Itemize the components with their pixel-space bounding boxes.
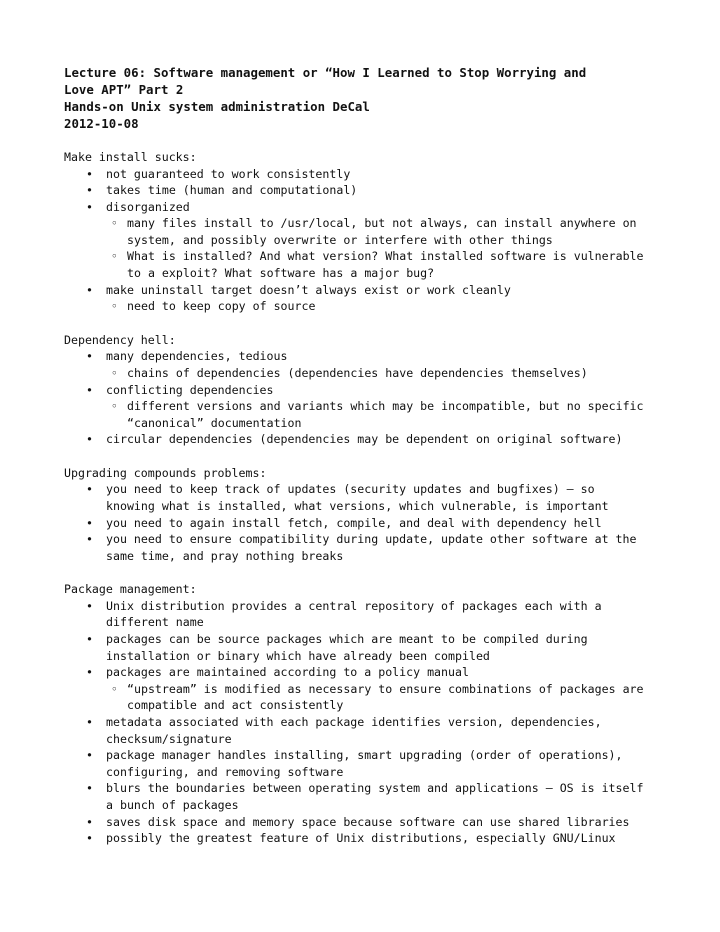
section-upgrading xyxy=(64,465,664,564)
bullet-item xyxy=(64,598,664,631)
sub-bullet-list xyxy=(106,298,664,315)
bullet-item xyxy=(64,382,664,432)
bullet-item xyxy=(64,631,664,664)
bullet-text: • package manager handles installing, smart upgrading (order of operations), xyxy=(106,748,623,763)
sub-bullet-text: ◦ chains of dependencies (dependencies have dependencies themselves) xyxy=(127,365,588,380)
bullet-text: • not guaranteed to work consistently xyxy=(106,166,351,181)
sub-bullet-item xyxy=(106,248,664,281)
sub-bullet-text: compatible and act consistently xyxy=(127,698,344,713)
bullet-text: • possibly the greatest feature of Unix distributions, especially GNU/Linux xyxy=(106,831,616,846)
bullet-item xyxy=(64,780,664,813)
sub-bullet-list xyxy=(106,365,664,382)
bullet-text: • packages are maintained according to a policy manual xyxy=(106,665,469,680)
bullet-text: • make uninstall target doesn’t always exist or work cleanly xyxy=(106,282,511,297)
bullet-text: same time, and pray nothing breaks xyxy=(106,548,344,563)
lecture-date: 2012-10-08 xyxy=(64,116,139,131)
bullet-item xyxy=(64,747,664,780)
document-header xyxy=(64,64,664,132)
sub-bullet-item xyxy=(106,215,664,248)
sub-bullet-text: ◦ “upstream” is modified as necessary to ensure combinations of packages are xyxy=(127,681,644,696)
document-page xyxy=(64,64,664,847)
bullet-item xyxy=(64,515,664,532)
bullet-item xyxy=(64,199,664,282)
bullet-item xyxy=(64,714,664,747)
sub-bullet-text: system, and possibly overwrite or interfere with other things xyxy=(127,232,553,247)
sub-bullet-list xyxy=(106,215,664,281)
bullet-item xyxy=(64,431,664,448)
bullet-text: • you need to again install fetch, compile, and deal with dependency hell xyxy=(106,515,602,530)
bullet-text: • packages can be source packages which are meant to be compiled during xyxy=(106,632,588,647)
bullet-text: different name xyxy=(106,615,204,630)
bullet-text: • circular dependencies (dependencies may be dependent on original software) xyxy=(106,432,623,447)
section-heading: Upgrading compounds problems: xyxy=(64,465,267,480)
bullet-item xyxy=(64,664,664,714)
bullet-item xyxy=(64,182,664,199)
sub-bullet-list xyxy=(106,398,664,431)
bullet-text: a bunch of packages xyxy=(106,798,239,812)
bullet-list xyxy=(64,481,664,564)
sub-bullet-text: ◦ different versions and variants which may be incompatible, but no specific xyxy=(127,399,644,414)
section-heading: Dependency hell: xyxy=(64,332,176,347)
section-package-management xyxy=(64,581,664,846)
bullet-list xyxy=(64,166,664,315)
bullet-text: • many dependencies, tedious xyxy=(106,349,288,364)
bullet-text: • takes time (human and computational) xyxy=(106,183,358,198)
section-heading: Package management: xyxy=(64,582,197,597)
bullet-text: • you need to ensure compatibility during update, update other software at the xyxy=(106,532,637,547)
bullet-text: • metadata associated with each package identifies version, dependencies, xyxy=(106,715,602,730)
sub-bullet-text: to a exploit? What software has a major bug? xyxy=(127,266,435,281)
bullet-list xyxy=(64,598,664,847)
bullet-item xyxy=(64,166,664,183)
sub-bullet-item xyxy=(106,398,664,431)
sub-bullet-text: “canonical” documentation xyxy=(127,415,302,430)
title-line-2: Love APT” Part 2 xyxy=(64,82,184,97)
bullet-text: • Unix distribution provides a central repository of packages each with a xyxy=(106,598,602,613)
bullet-text: • disorganized xyxy=(106,199,190,214)
title-line-1: Lecture 06: Software management or “How I Learned to Stop Worrying and xyxy=(64,65,587,80)
sub-bullet-text: ◦ need to keep copy of source xyxy=(127,299,316,314)
bullet-text: installation or binary which have already been compiled xyxy=(106,648,490,663)
bullet-text: • conflicting dependencies xyxy=(106,382,274,397)
bullet-item xyxy=(64,830,664,847)
bullet-text: configuring, and removing software xyxy=(106,764,344,779)
bullet-list xyxy=(64,348,664,448)
bullet-text: • blurs the boundaries between operating system and applications — OS is itself xyxy=(106,781,644,796)
course-name: Hands-on Unix system administration DeCal xyxy=(64,99,370,114)
bullet-item xyxy=(64,531,664,564)
sub-bullet-list xyxy=(106,681,664,714)
bullet-item xyxy=(64,282,664,315)
sub-bullet-text: ◦ many files install to /usr/local, but not always, can install anywhere on xyxy=(127,216,637,231)
bullet-text: knowing what is installed, what versions, which vulnerable, is important xyxy=(106,499,609,513)
bullet-text: checksum/signature xyxy=(106,731,232,746)
bullet-text: • saves disk space and memory space because software can use shared libraries xyxy=(106,814,630,829)
bullet-text: • you need to keep track of updates (security updates and bugfixes) — so xyxy=(106,482,595,497)
sub-bullet-item xyxy=(106,298,664,315)
bullet-item xyxy=(64,348,664,381)
section-heading: Make install sucks: xyxy=(64,150,197,164)
bullet-item xyxy=(64,814,664,831)
sub-bullet-text: ◦ What is installed? And what version? What installed software is vulnerable xyxy=(127,249,644,264)
section-dependency-hell xyxy=(64,332,664,448)
sub-bullet-item xyxy=(106,365,664,382)
sub-bullet-item xyxy=(106,681,664,714)
bullet-item xyxy=(64,481,664,514)
section-make-install xyxy=(64,149,664,315)
